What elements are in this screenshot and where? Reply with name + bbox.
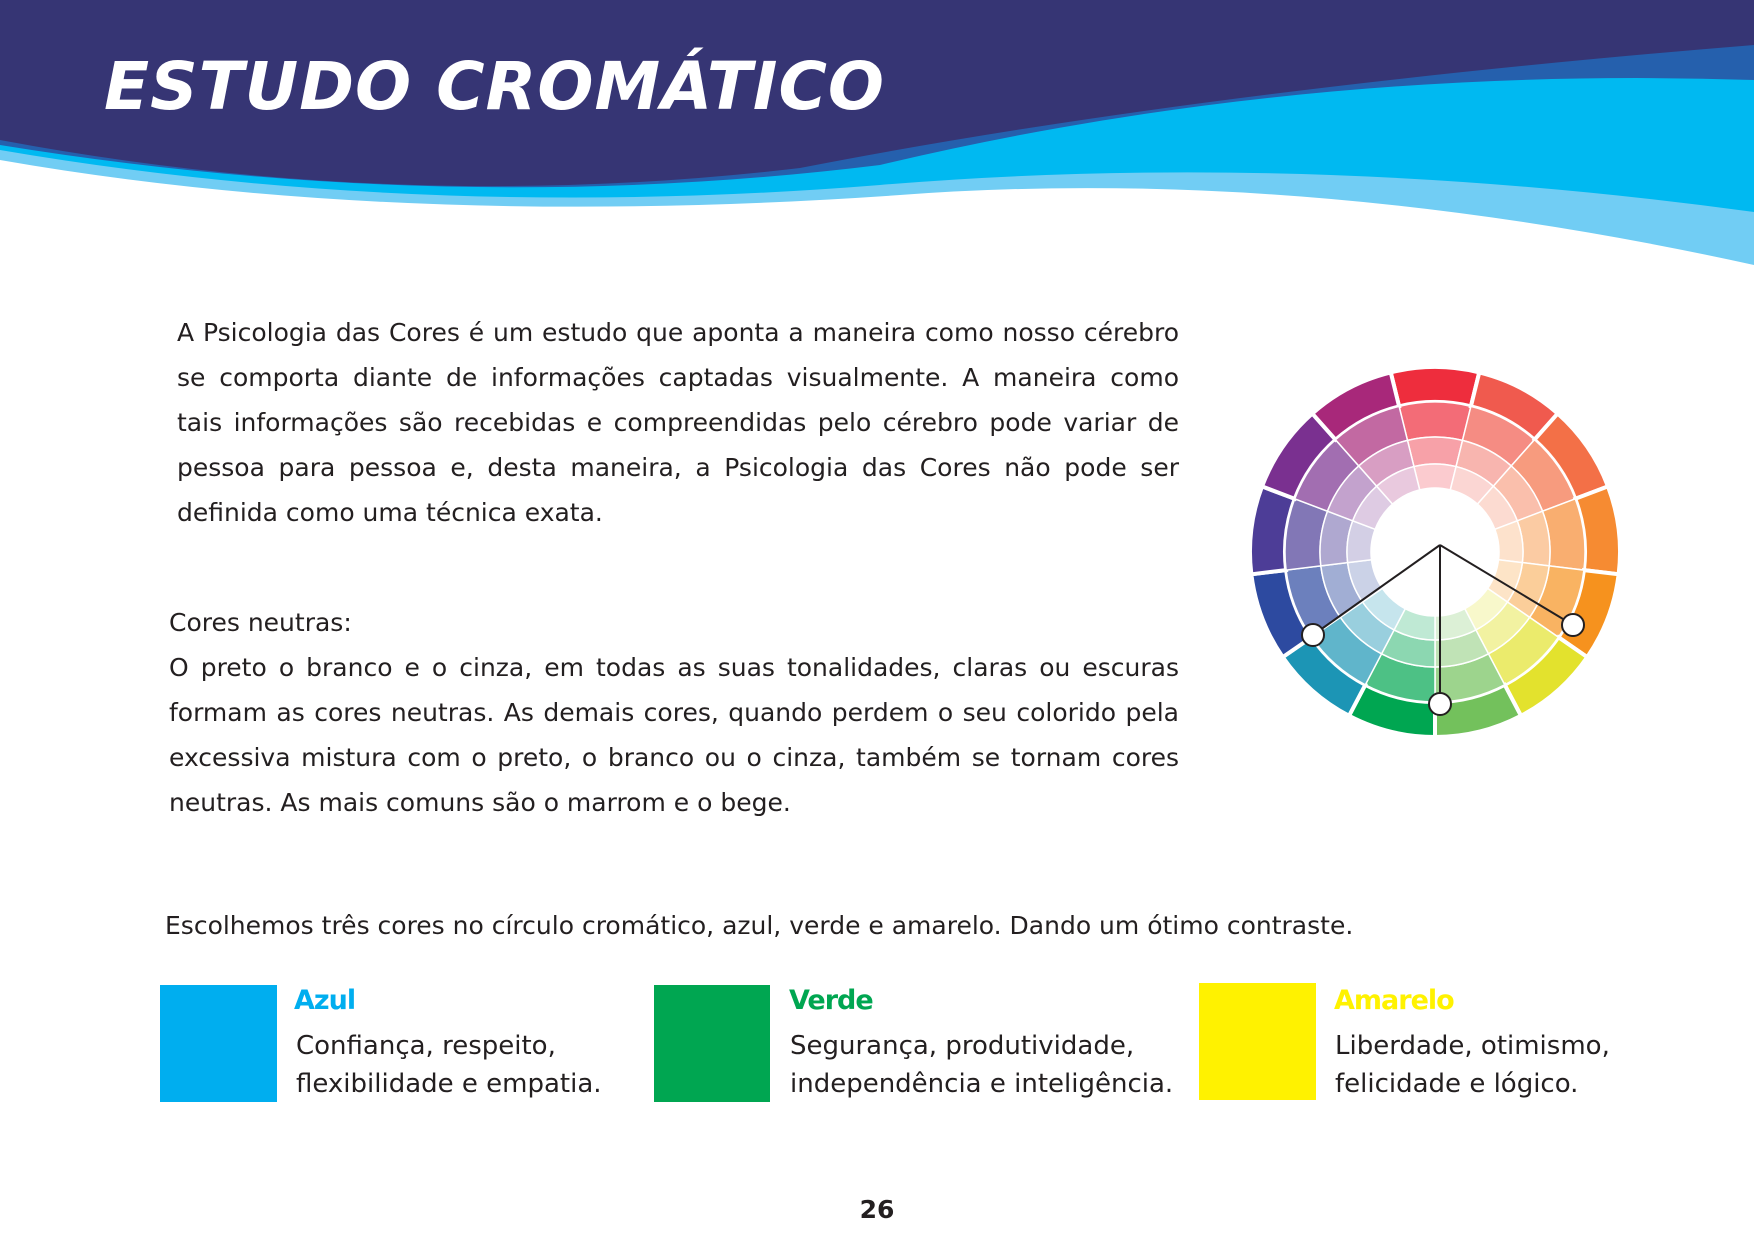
chosen-colors-sentence: Escolhemos três cores no círculo cromático, azul, verde e amarelo. Dando um ótimo contraste. — [165, 911, 1354, 940]
marker-green — [1429, 693, 1451, 715]
wheel-segment-3-ring-3 — [1495, 521, 1523, 563]
swatch-verde-desc-line2: independência e inteligência. — [790, 1069, 1174, 1099]
neutral-colors-paragraph: O preto o branco e o cinza, em todas as suas tonalidades, claras ou escuras formam as cores neutras. As demais cores, quando perdem o seu colorido pela excessiva mistura com o preto, o branco ou o cinza, também se tornam cores neutras. As mais comuns são o marrom e o bege. — [169, 653, 1179, 817]
wheel-segment-0-ring-2 — [1407, 437, 1462, 467]
wheel-segment-0-ring-0 — [1391, 367, 1480, 406]
swatch-azul-name: Azul — [294, 985, 356, 1016]
swatch-amarelo-desc-line2: felicidade e lógico. — [1335, 1069, 1579, 1099]
swatch-verde-name: Verde — [789, 985, 873, 1016]
header-banner — [0, 0, 1754, 270]
wheel-segment-0-ring-3 — [1414, 464, 1456, 490]
intro-paragraph: A Psicologia das Cores é um estudo que aponta a maneira como nosso cérebro se comporta diante de informações captadas visualmente. A maneira como tais informações são recebidas e compreendidas pelo cérebro pode variar de pessoa para pessoa e, desta maneira, a Psicologia das Cores não pode ser definida como uma técnica exata. — [177, 318, 1179, 527]
wheel-segment-0-ring-1 — [1399, 402, 1471, 440]
swatch-amarelo-desc-line1: Liberdade, otimismo, — [1335, 1031, 1610, 1061]
color-wheel — [1225, 342, 1645, 762]
swatch-verde — [654, 985, 770, 1102]
swatch-azul-desc-line2: flexibilidade e empatia. — [296, 1069, 602, 1099]
page-title: ESTUDO CROMÁTICO — [104, 48, 886, 125]
wheel-center — [1371, 488, 1499, 616]
swatch-verde-desc-line1: Segurança, produtividade, — [790, 1031, 1135, 1061]
swatch-azul-desc-line1: Confiança, respeito, — [296, 1031, 556, 1061]
page-number: 26 — [859, 1195, 895, 1224]
swatch-amarelo-name: Amarelo — [1334, 985, 1454, 1016]
swatch-amarelo — [1199, 983, 1316, 1100]
marker-yellow — [1562, 614, 1584, 636]
marker-blue — [1302, 624, 1324, 646]
swatch-azul — [160, 985, 277, 1102]
neutral-colors-heading: Cores neutras: — [169, 608, 352, 637]
